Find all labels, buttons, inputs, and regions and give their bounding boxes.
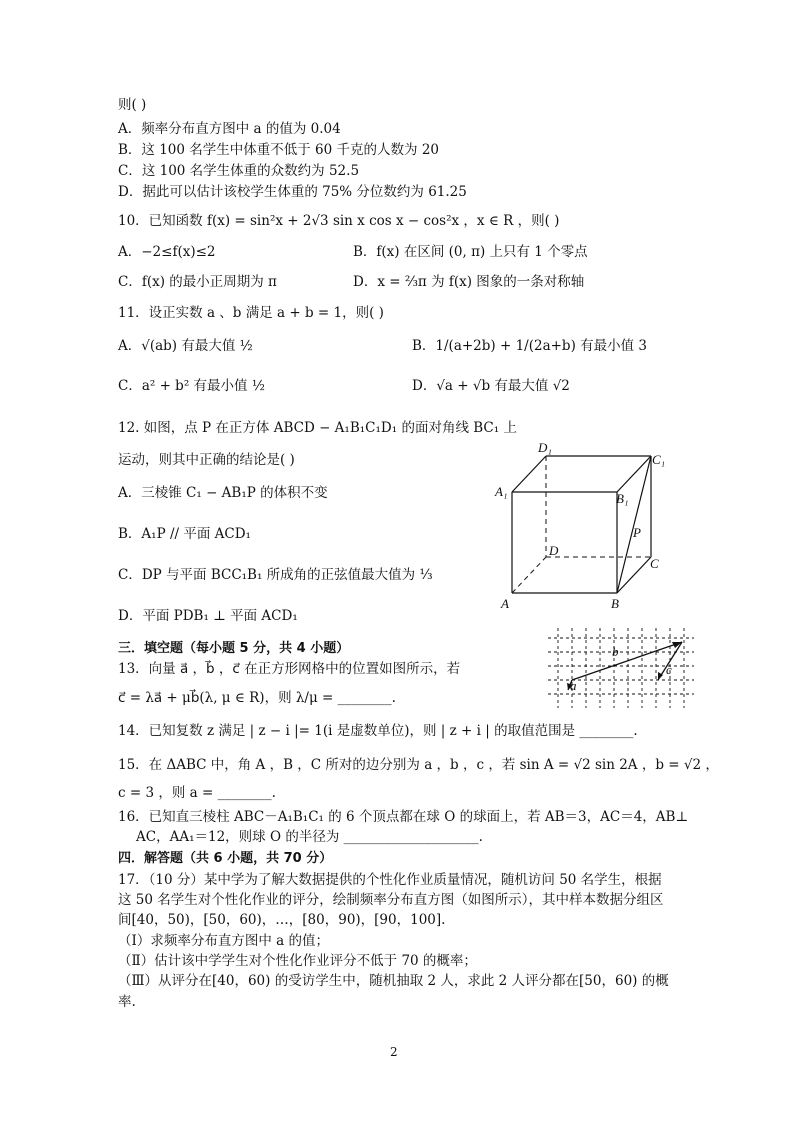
label-b1: B₁ — [616, 491, 629, 506]
q17-line1: 17．（10 分）某中学为了解大数据提供的个性化作业质量情况，随机访问 50 名学生，根据 — [118, 872, 662, 888]
q16-line1: 16．已知直三棱柱 ABC－A₁B₁C₁ 的 6 个顶点都在球 O 的球面上，若 AB＝3，AC＝4，AB⊥ — [118, 809, 689, 825]
label-c: C — [650, 556, 659, 571]
vector-grid-figure — [548, 628, 694, 708]
q17-part-iii-line2: 率. — [118, 994, 136, 1010]
q17-line3: 间[40，50)，[50，60)，…，[80，90)，[90，100]. — [118, 912, 446, 928]
q9-option-b: B．这 100 名学生中体重不低于 60 千克的人数为 20 — [118, 142, 440, 158]
grid-label-a: a — [570, 678, 577, 693]
q12-option-d: D．平面 PDB₁ ⊥ 平面 ACD₁ — [118, 608, 298, 624]
q14-line: 14．已知复数 z 满足 | z − i |= 1(i 是虚数单位)，则 | z + i | 的取值范围是 ________. — [118, 723, 638, 739]
cube-edge-b1c1 — [617, 456, 651, 492]
q10-option-c: C．f(x) 的最小正周期为 π — [118, 274, 277, 290]
q17-part-iii-line1: （Ⅲ）从评分在[40，60) 的受访学生中，随机抽取 2 人，求此 2 人评分都在[50，60) 的概 — [118, 973, 669, 989]
q11-option-a: A．√(ab) 有最大值 ½ — [118, 338, 253, 354]
q11-stem: 11．设正实数 a 、b 满足 a + b = 1，则( ) — [118, 305, 384, 321]
q10-option-b: B．f(x) 在区间 (0, π) 上只有 1 个零点 — [353, 244, 588, 260]
page-number: 2 — [390, 1045, 398, 1059]
q15-line1: 15．在 ΔABC 中，角 A ，B ，C 所对的边分别为 a ，b ，c ，若 sin A = √2 sin 2A ，b = √2 ， — [118, 757, 719, 773]
q9-stem-end: 则( ) — [118, 97, 147, 113]
q10-option-d: D．x = ⅔π 为 f(x) 图象的一条对称轴 — [353, 274, 585, 290]
label-d: D — [549, 543, 559, 558]
q9-option-d: D．据此可以估计该校学生体重的 75% 分位数约为 61.25 — [118, 184, 467, 200]
cube-edge-ad — [512, 557, 546, 593]
q13-line1: 13．向量 a⃗ ，b⃗ ，c⃗ 在正方形网格中的位置如图所示，若 — [118, 661, 461, 677]
grid-label-c: c — [666, 662, 672, 677]
cube-edge-a1d1 — [512, 456, 546, 492]
q11-option-c: C．a² + b² 有最小值 ½ — [118, 378, 265, 394]
q9-option-a: A．频率分布直方图中 a 的值为 0.04 — [118, 121, 341, 137]
label-b: B — [611, 596, 619, 611]
label-a: A — [501, 596, 509, 611]
q17-part-ii: （Ⅱ）估计该中学学生对个性化作业评分不低于 70 的概率； — [118, 953, 477, 969]
cube-edge-bc — [617, 557, 651, 593]
q17-line2: 这 50 名学生对个性化作业的评分，绘制频率分布直方图（如图所示），其中样本数据分组区 — [118, 892, 664, 908]
q12-option-a: A．三棱锥 C₁ − AB₁P 的体积不变 — [118, 485, 328, 501]
label-d1: D₁ — [538, 440, 552, 455]
q11-option-b: B．1/(a+2b) + 1/(2a+b) 有最小值 3 — [412, 338, 648, 354]
q15-line2: c = 3 ，则 a = ________. — [118, 785, 276, 801]
section-3-heading: 三．填空题（每小题 5 分，共 4 小题） — [118, 641, 350, 656]
label-p: P — [633, 525, 641, 540]
q12-stem-line1: 12. 如图，点 P 在正方体 ABCD − A₁B₁C₁D₁ 的面对角线 BC₁ 上 — [118, 420, 517, 436]
section-4-heading: 四．解答题（共 6 小题，共 70 分） — [118, 851, 333, 866]
grid-label-b: b — [612, 644, 619, 659]
cube-figure — [494, 432, 678, 614]
q10-stem: 10．已知函数 f(x) = sin²x + 2√3 sin x cos x − cos²x ，x ∈ R ，则( ) — [118, 213, 560, 229]
q9-option-c: C．这 100 名学生体重的众数约为 52.5 — [118, 163, 360, 179]
q13-line2: c⃗ = λa⃗ + μb⃗(λ, μ ∈ R)，则 λ/μ = ________. — [118, 690, 396, 706]
label-c1: C₁ — [652, 452, 666, 467]
q16-line2: AC，AA₁＝12，则球 O 的半径为 ____________________. — [136, 829, 483, 845]
q10-option-a: A．−2≤f(x)≤2 — [118, 244, 216, 260]
label-a1: A₁ — [495, 484, 508, 499]
q12-stem-line2: 运动，则其中正确的结论是( ) — [118, 452, 295, 468]
q11-option-d: D．√a + √b 有最大值 √2 — [412, 378, 570, 394]
q12-option-c: C．DP 与平面 BCC₁B₁ 所成角的正弦值最大值为 ⅓ — [118, 567, 433, 583]
q17-part-i: （Ⅰ）求频率分布直方图中 a 的值； — [118, 933, 329, 949]
q12-option-b: B．A₁P // 平面 ACD₁ — [118, 526, 251, 542]
